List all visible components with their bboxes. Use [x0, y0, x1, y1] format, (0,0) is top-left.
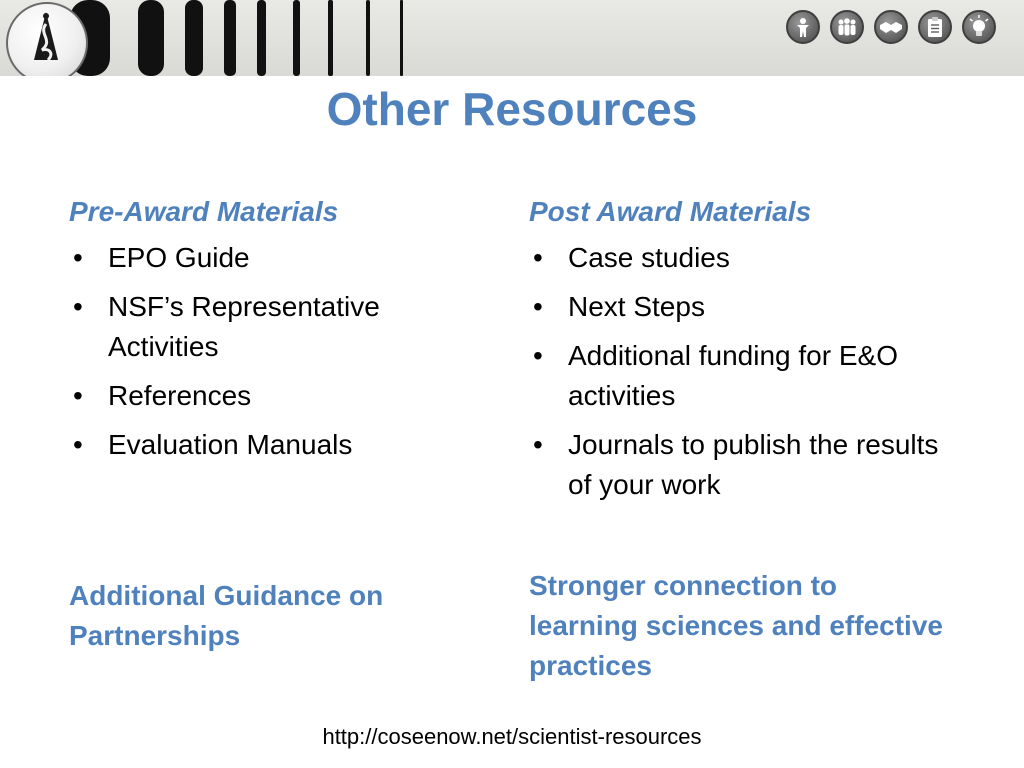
person-icon[interactable] [786, 10, 820, 44]
lightbulb-icon[interactable] [962, 10, 996, 44]
coseenow-logo[interactable] [6, 2, 88, 76]
list-item: • Journals to publish the results of your work [529, 425, 959, 505]
nav-icon-bar [786, 10, 996, 44]
clipboard-icon[interactable] [918, 10, 952, 44]
list-item: • Next Steps [529, 287, 959, 327]
footer-url-link[interactable]: http://coseenow.net/scientist-resources [322, 724, 702, 749]
post-award-list [529, 238, 959, 505]
list-item: • Evaluation Manuals [69, 425, 479, 465]
list-item: • References [69, 376, 479, 416]
partnerships-guidance-callout: Additional Guidance on Partnerships [69, 580, 384, 651]
list-item: • NSF’s Representative Activities [69, 287, 479, 367]
list-item: • Additional funding for E&O activities [529, 336, 959, 416]
handshake-icon[interactable] [874, 10, 908, 44]
slide-title: Other Resources [326, 83, 698, 135]
learning-sciences-callout: Stronger connection to learning sciences and effective practices [529, 570, 943, 681]
list-item: • EPO Guide [69, 238, 479, 278]
pre-award-list [69, 238, 479, 465]
post-award-column [529, 192, 959, 514]
logo-mark-icon [8, 4, 86, 76]
list-item: • Case studies [529, 238, 959, 278]
pre-award-column [69, 192, 479, 474]
pre-award-heading: Pre-Award Materials [69, 196, 339, 227]
group-icon[interactable] [830, 10, 864, 44]
header-banner [0, 0, 1024, 76]
post-award-heading: Post Award Materials [529, 196, 812, 227]
